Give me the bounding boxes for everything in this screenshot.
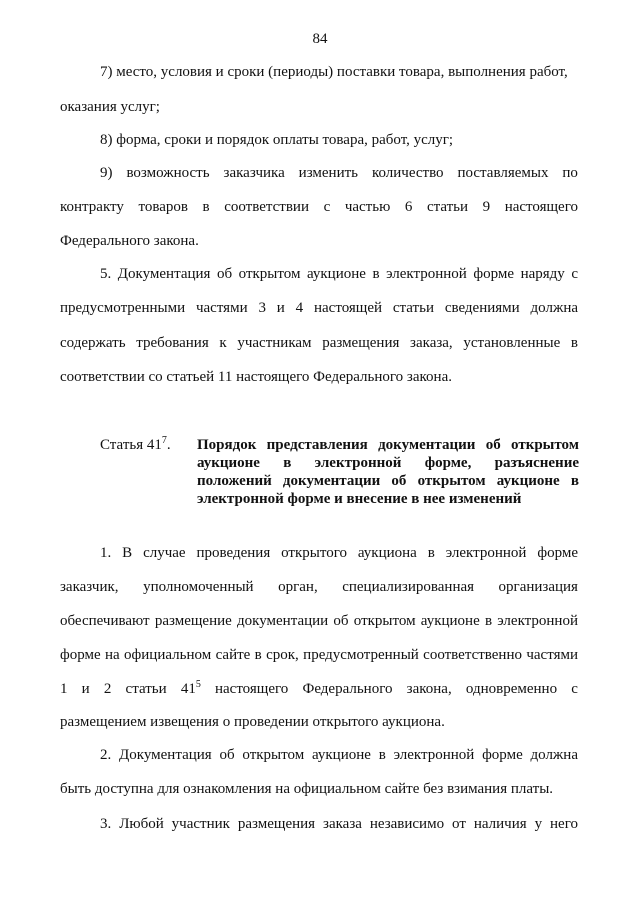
word: 2 — [103, 681, 112, 697]
word: по — [562, 165, 578, 181]
word: 9 — [482, 199, 491, 215]
article-superscript: 7 — [161, 435, 167, 446]
word: 9) — [100, 165, 113, 181]
word: в — [202, 199, 210, 215]
text-line: оказания услуг; — [60, 99, 160, 115]
word: Федерального — [302, 681, 393, 697]
article-number: Статья $41^7$. — [100, 435, 171, 453]
word: 6 — [404, 199, 413, 215]
word: возможность — [126, 165, 210, 181]
text-line: обеспечивают размещение документации об открытом аукционе в электронной — [60, 613, 578, 629]
word: соответствии — [224, 199, 309, 215]
text-line: форме на официальном сайте в срок, предусмотренный соответственно частями — [60, 647, 578, 663]
article-ref-superscript: 5 — [195, 679, 201, 690]
word: контракту — [60, 199, 124, 215]
text-line: размещением извещения о проведении открытого аукциона. — [60, 714, 445, 730]
text-line: быть доступна для ознакомления на официальном сайте без взимания платы. — [60, 781, 554, 797]
text-line: 1. В случае проведения открытого аукциона в электронной форме — [100, 545, 578, 561]
word: заказчика — [223, 165, 285, 181]
word: орган, — [278, 579, 318, 595]
word: одновременно — [465, 681, 558, 697]
word: организация — [498, 579, 578, 595]
article-title — [197, 436, 579, 508]
article-ref: $41^5$ — [180, 679, 201, 697]
text-line: 5. Документация об открытом аукционе в электронной форме наряду с — [100, 266, 578, 282]
word: частью — [344, 199, 391, 215]
text-line: Федерального закона. — [60, 233, 199, 249]
word: настоящего — [504, 199, 578, 215]
text-line: соответствии со статьей 11 настоящего Федерального закона. — [60, 369, 452, 385]
word: статьи — [125, 681, 167, 697]
word: специализированная — [342, 579, 475, 595]
word: заказчик, — [60, 579, 119, 595]
text-line: предусмотренными частями 3 и 4 настоящей статьи сведениями должна — [60, 300, 578, 316]
word: количество — [371, 165, 444, 181]
word: статьи — [426, 199, 469, 215]
word: поставляемых — [457, 165, 549, 181]
word: уполномоченный — [143, 579, 254, 595]
text-line-justified — [60, 680, 578, 698]
word: с — [571, 681, 578, 697]
word: 1 — [60, 681, 68, 697]
text-line: 8) форма, сроки и порядок оплаты товара, работ, услуг; — [100, 132, 454, 148]
text-line-justified — [100, 164, 578, 182]
text-line: 7) место, условия и сроки (периоды) поставки товара, выполнения работ, — [100, 64, 568, 80]
page-number: 84 — [312, 31, 328, 47]
word: и — [81, 681, 90, 697]
word: закона, — [406, 681, 452, 697]
word: настоящего — [214, 681, 289, 697]
article-title-line: Порядок представления документации об открытом — [197, 437, 579, 453]
text-line-justified — [60, 578, 578, 596]
text-line: содержать требования к участникам размещения заказа, установленные в — [60, 335, 578, 351]
word: с — [323, 199, 331, 215]
text-line-justified — [60, 198, 578, 216]
word: изменить — [298, 165, 359, 181]
word: товаров — [138, 199, 188, 215]
article-title-line: электронной форме и внесение в нее изменений — [197, 491, 522, 507]
text-line: 2. Документация об открытом аукционе в электронной форме должна — [100, 747, 578, 763]
article-title-line: положений документации об открытом аукционе в — [197, 473, 579, 489]
text-line: 3. Любой участник размещения заказа независимо от наличия у него — [100, 816, 578, 832]
article-title-line: аукционе в электронной форме, разъяснение — [197, 455, 579, 471]
